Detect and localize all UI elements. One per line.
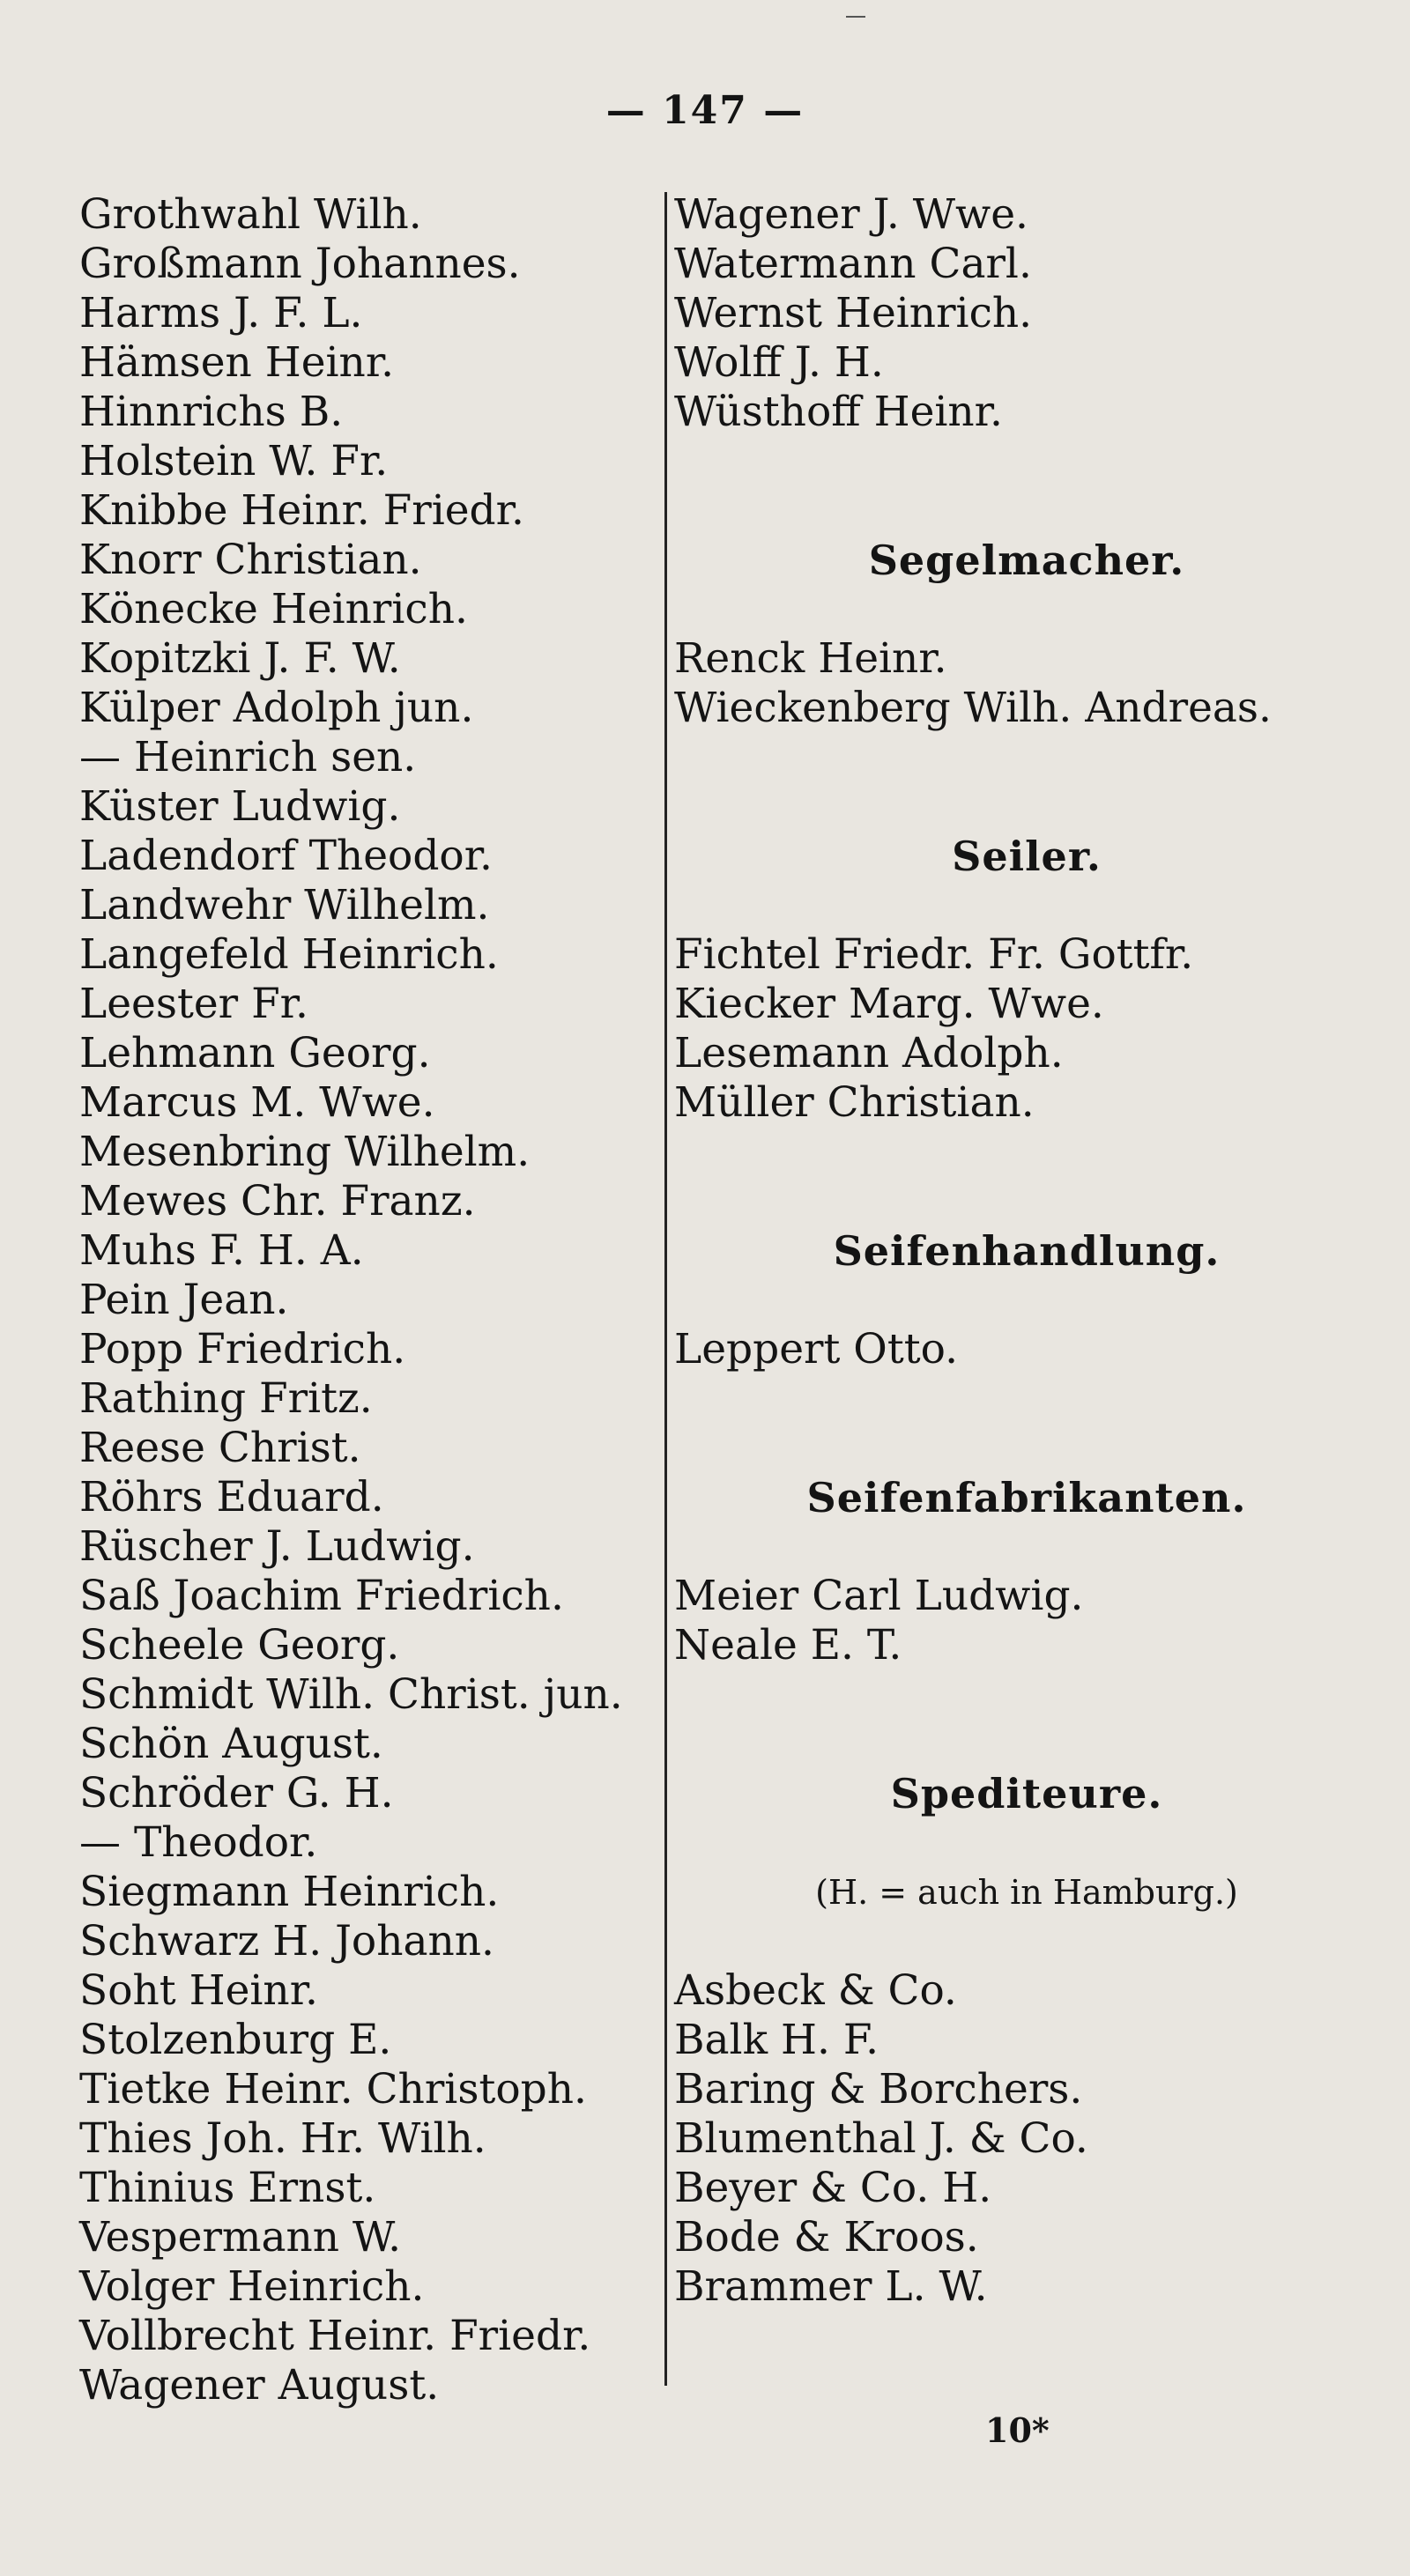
list-item: Könecke Heinrich. (79, 585, 468, 633)
list-item: Wagener August. (79, 2361, 440, 2409)
right-column (674, 190, 1379, 2312)
list-item: Lesemann Adolph. (674, 1029, 1064, 1077)
list-item: Hämsen Heinr. (79, 338, 395, 387)
list-item: Stolzenburg E. (79, 2016, 392, 2064)
left-column (79, 190, 643, 2410)
section-heading-seifenhandlung: Seifenhandlung. (833, 1227, 1221, 1275)
list-item: Müller Christian. (674, 1078, 1035, 1127)
list-item: Volger Heinrich. (79, 2262, 425, 2311)
list-item: Knibbe Heinr. Friedr. (79, 486, 524, 535)
list-item: Wagener J. Wwe. (674, 190, 1029, 239)
section-note: (H. = auch in Hamburg.) (815, 1873, 1238, 1912)
list-item: Wernst Heinrich. (674, 289, 1033, 337)
list-item: Vollbrecht Heinr. Friedr. (79, 2312, 591, 2360)
list-item: Thinius Ernst. (79, 2164, 376, 2212)
section-heading-seiler: Seiler. (952, 833, 1102, 880)
list-item: — Theodor. (79, 1818, 318, 1867)
list-item: Wieckenberg Wilh. Andreas. (674, 684, 1272, 732)
list-item: Knorr Christian. (79, 536, 422, 584)
list-item: Külper Adolph jun. (79, 684, 474, 732)
list-item: Großmann Johannes. (79, 240, 521, 288)
list-item: Reese Christ. (79, 1424, 361, 1472)
list-item: Grothwahl Wilh. (79, 190, 422, 239)
list-item: Pein Jean. (79, 1276, 289, 1324)
section-heading-segelmacher: Segelmacher. (868, 537, 1185, 584)
list-item: Thies Joh. Hr. Wilh. (79, 2114, 486, 2163)
list-item: Kiecker Marg. Wwe. (674, 980, 1104, 1028)
list-item: Leppert Otto. (674, 1325, 959, 1373)
page-number: — 147 — (605, 88, 805, 133)
list-item: Balk H. F. (674, 2016, 879, 2064)
list-item: Wüsthoff Heinr. (674, 388, 1003, 436)
list-item: Tietke Heinr. Christoph. (79, 2065, 587, 2113)
list-item: Brammer L. W. (674, 2262, 988, 2311)
list-item: Lehmann Georg. (79, 1029, 431, 1077)
list-item: Schröder G. H. (79, 1769, 394, 1817)
list-item: Neale E. T. (674, 1621, 902, 1669)
list-item: Röhrs Eduard. (79, 1473, 384, 1521)
list-item: Baring & Borchers. (674, 2065, 1083, 2113)
list-item: Wolff J. H. (674, 338, 884, 387)
list-item: Siegmann Heinrich. (79, 1868, 500, 1916)
list-item: Hinnrichs B. (79, 388, 344, 436)
list-item: Saß Joachim Friedrich. (79, 1572, 564, 1620)
list-item: Meier Carl Ludwig. (674, 1572, 1084, 1620)
list-item: Schmidt Wilh. Christ. jun. (79, 1670, 623, 1719)
list-item: Muhs F. H. A. (79, 1226, 364, 1275)
list-item: Watermann Carl. (674, 240, 1032, 288)
list-item: Beyer & Co. H. (674, 2164, 992, 2212)
list-item: Bode & Kroos. (674, 2213, 979, 2261)
list-item: Küster Ludwig. (79, 782, 401, 831)
list-item: Fichtel Friedr. Fr. Gottfr. (674, 930, 1194, 979)
signature-mark: 10* (985, 2410, 1050, 2450)
list-item: Rüscher J. Ludwig. (79, 1522, 475, 1571)
list-item: Vespermann W. (79, 2213, 402, 2261)
section-heading-spediteure: Spediteure. (890, 1770, 1163, 1817)
list-item: Mewes Chr. Franz. (79, 1177, 476, 1225)
list-item: Renck Heinr. (674, 634, 947, 683)
section-heading-seifenfabrikanten: Seifenfabrikanten. (806, 1474, 1247, 1521)
list-item: Schön August. (79, 1720, 383, 1768)
print-mark (846, 16, 865, 18)
list-item: Blumenthal J. & Co. (674, 2114, 1088, 2163)
list-item: Mesenbring Wilhelm. (79, 1128, 531, 1176)
list-item: Schwarz H. Johann. (79, 1917, 494, 1965)
column-divider (664, 192, 667, 2386)
list-item: Harms J. F. L. (79, 289, 363, 337)
list-item: Leester Fr. (79, 980, 308, 1028)
list-item: Popp Friedrich. (79, 1325, 406, 1373)
list-item: Asbeck & Co. (674, 1966, 957, 2015)
list-item: Marcus M. Wwe. (79, 1078, 435, 1127)
list-item: Langefeld Heinrich. (79, 930, 499, 979)
list-item: Soht Heinr. (79, 1966, 318, 2015)
list-item: — Heinrich sen. (79, 733, 417, 781)
list-item: Rathing Fritz. (79, 1374, 373, 1423)
list-item: Scheele Georg. (79, 1621, 400, 1669)
list-item: Holstein W. Fr. (79, 437, 389, 485)
list-item: Kopitzki J. F. W. (79, 634, 401, 683)
list-item: Ladendorf Theodor. (79, 832, 493, 880)
list-item: Landwehr Wilhelm. (79, 881, 490, 929)
